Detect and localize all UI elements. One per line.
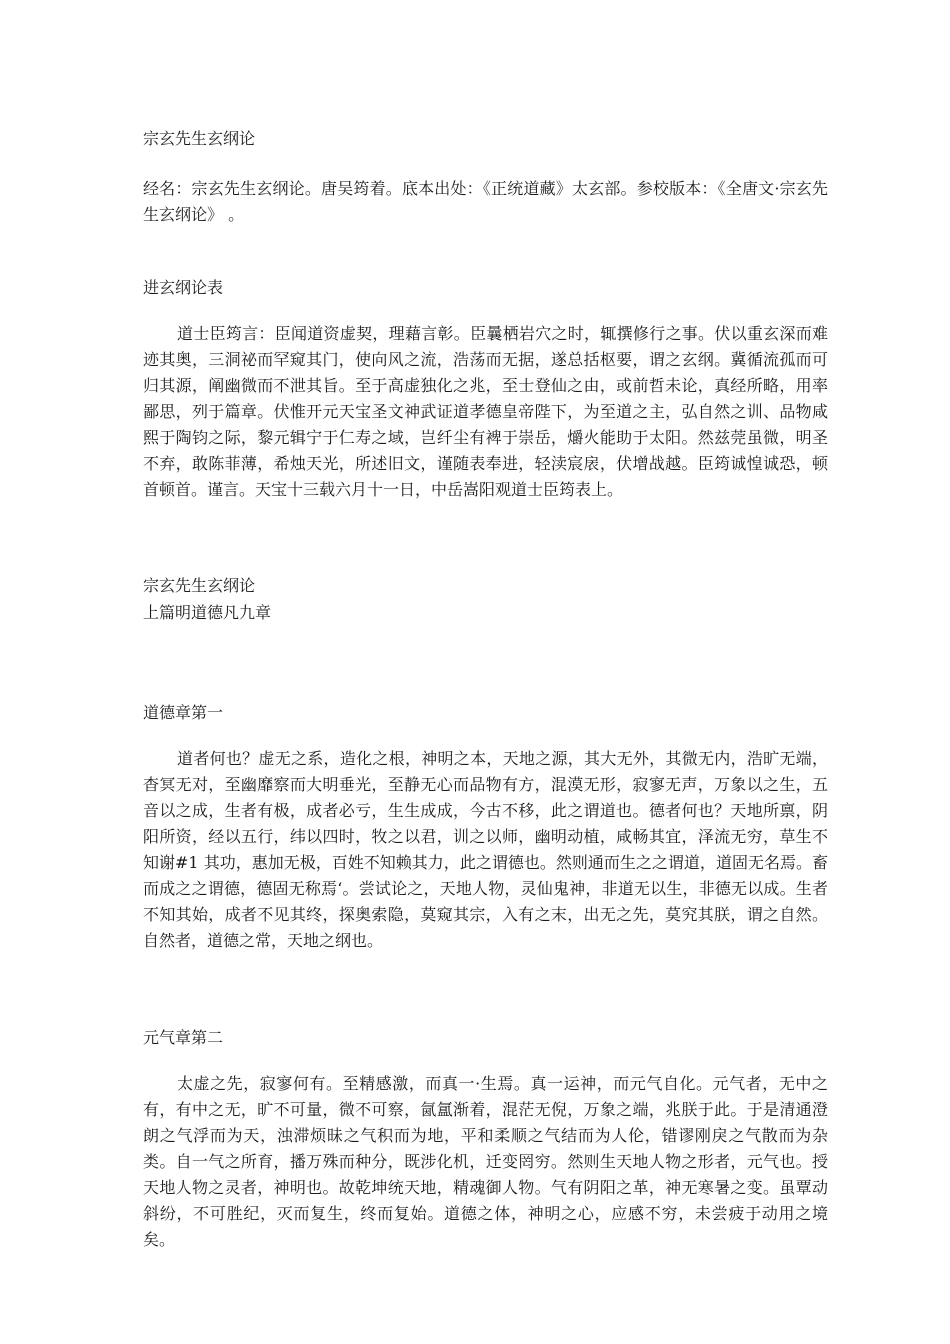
part-subtitle: 上篇明道德凡九章	[143, 603, 272, 622]
section-heading-memorial: 进玄纲论表	[143, 278, 224, 297]
section-body-memorial: 道士臣筠言：臣闻道资虚契，理藉言彰。臣曩栖岩穴之时，辄撰修行之事。伏以重玄深而难迹其奥，三洞祕而罕窥其门，使向风之流，浩荡而无据，遂总括枢要，谓之玄纲。冀循流孤而可归其源，阐幽微而不泄其旨。至于高虚独化之兆，至士登仙之由，或前哲未论，真经所略，用率鄙思，列于篇章。伏惟开元天宝圣文神武证道孝德皇帝陛下，为至道之主，弘自然之训、品物咸熙于陶钧之际，黎元辑宁于仁寿之域，岂纤尘有裨于崇岳，爝火能助于太阳。然兹莞虽微，明圣不弃，敢陈菲薄，希烛天光，所述旧文，谨随表奉进，轻渎宸扆，伏增战越。臣筠诚惶诚恐，顿首顿首。谨言。天宝十三载六月十一日，中岳嵩阳观道士臣筠表上。	[143, 324, 828, 499]
chapter-heading-2: 元气章第二	[143, 1028, 224, 1047]
chapter-heading-1: 道德章第一	[143, 703, 224, 722]
document-meta: 经名：宗玄先生玄纲论。唐吴筠着。底本出处：《正统道藏》太玄部。参校版本：《全唐文·宗玄先生玄纲论》 。	[143, 179, 828, 224]
chapter-body-1: 道者何也？虚无之系，造化之根，神明之本，天地之源，其大无外，其微无内，浩旷无端，杳冥无对，至幽靡察而大明垂光，至静无心而品物有方，混漠无形，寂寥无声，万象以之生，五音以之成，生者有极，成者必亏，生生成成，今古不移，此之谓道也。德者何也？天地所禀，阴阳所资，经以五行，纬以四时，牧之以君，训之以师，幽明动植，咸畅其宜，泽流无穷，草生不知谢#1 其功，惠加无极，百姓不知赖其力，此之谓德也。然则通而生之之谓道，道固无名焉。畜而成之之谓德，德固无称焉‘。尝试论之，天地人物，灵仙鬼神，非道无以生，非德无以成。生者不知其始，成者不见其终，探奥索隐，莫窥其宗，入有之末，出无之先，莫究其朕，谓之自然。自然者，道德之常，天地之纲也。	[143, 749, 828, 950]
document-title: 宗玄先生玄纲论	[143, 129, 256, 148]
part-title: 宗玄先生玄纲论	[143, 576, 256, 595]
chapter-body-2: 太虚之先，寂寥何有。至精感激，而真一·生焉。真一运神，而元气自化。元气者，无中之有，有中之无，旷不可量，微不可察，氤氲渐着，混茫无倪，万象之端，兆朕于此。于是清通澄朗之气浮而为天，浊滞烦昧之气积而为地，平和柔顺之气结而为人伦，错谬刚戾之气散而为杂类。自一气之所育，播万殊而种分，既涉化机，迁变罔穷。然则生天地人物之形者，元气也。授天地人物之灵者，神明也。故乾坤统天地，精魂御人物。气有阴阳之革，神无寒暑之变。虽覃动斜纷，不可胜纪，灭而复生，终而复始。道德之体，神明之心，应感不穷，未尝疲于动用之境矣。	[143, 1074, 828, 1249]
